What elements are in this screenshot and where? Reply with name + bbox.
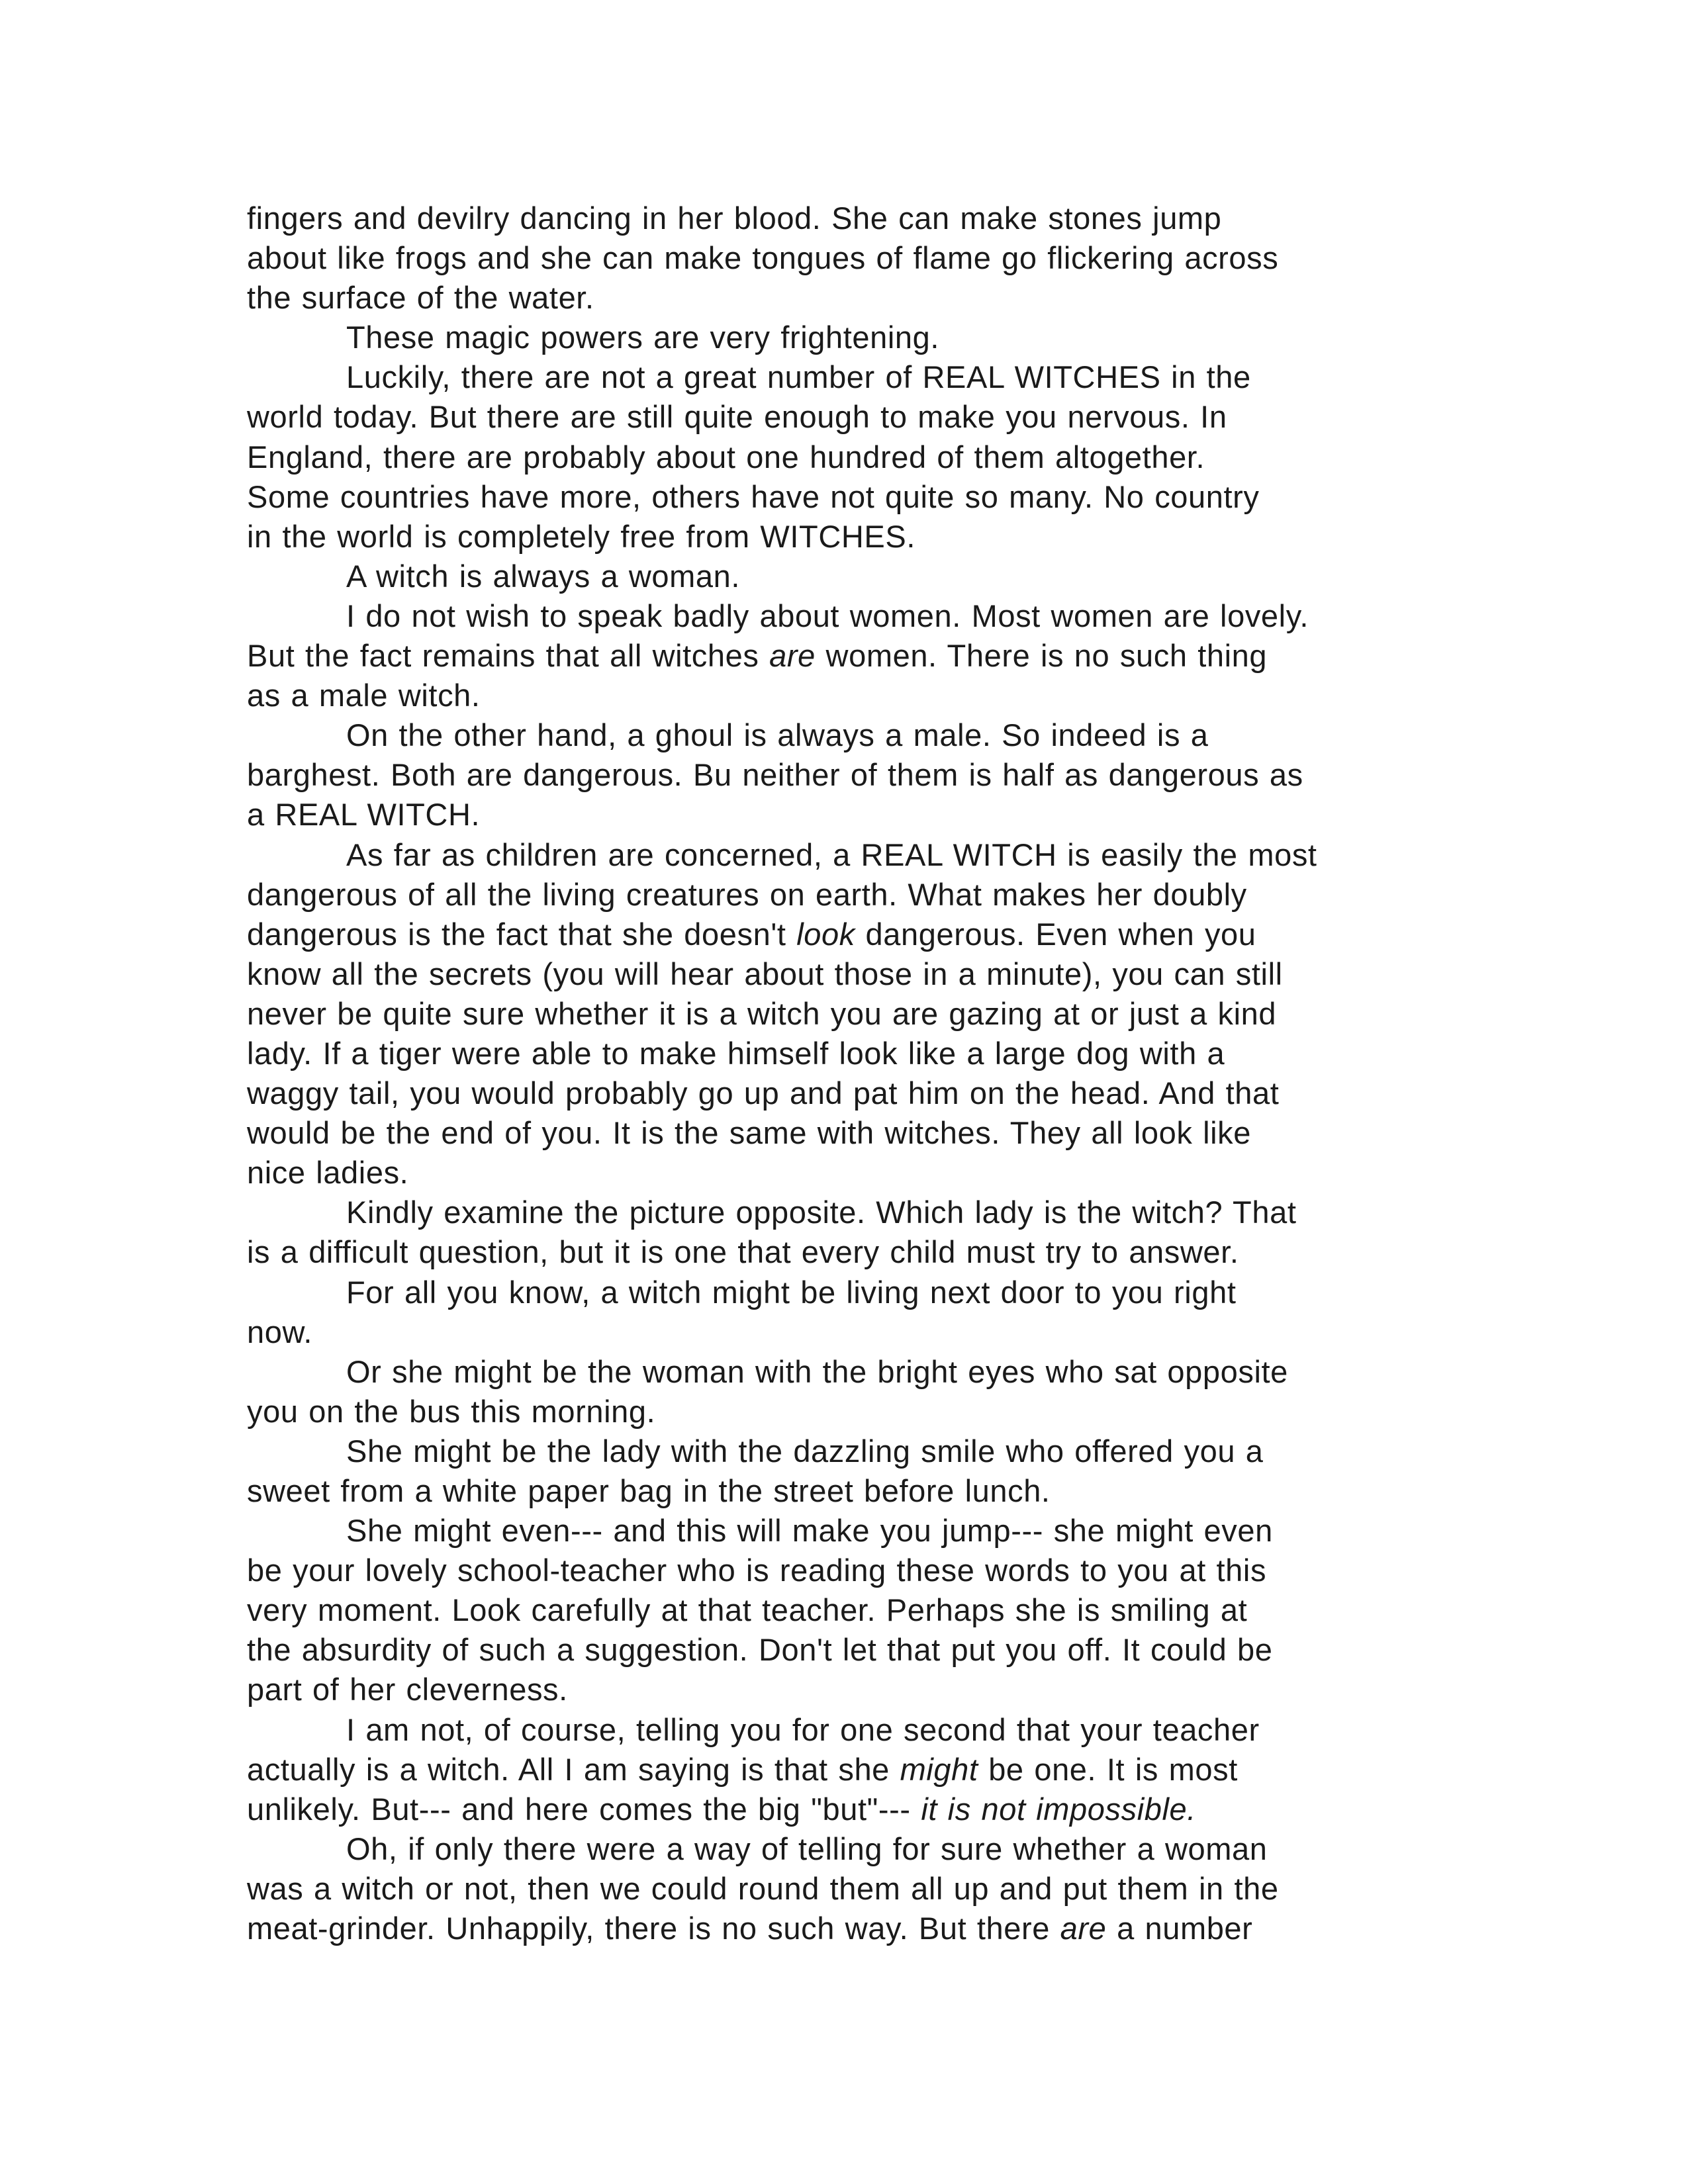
text-run: would be the end of you. It is the same with witches. They all look like (247, 1115, 1252, 1151)
text-run: Some countries have more, others have not quite so many. No country (247, 478, 1260, 514)
text-line (247, 1551, 1442, 1590)
text-line (247, 517, 1442, 557)
text-run: Or she might be the woman with the bright eyes who sat opposite (346, 1353, 1288, 1389)
text-line (247, 357, 1442, 397)
paragraph (247, 715, 1442, 835)
text-line (247, 954, 1442, 994)
text-line (247, 1710, 1442, 1750)
text-line (247, 994, 1442, 1034)
paragraph (247, 1710, 1442, 1829)
text-line (247, 238, 1442, 278)
paragraph (247, 557, 1442, 596)
text-run: very moment. Look carefully at that teacher. Perhaps she is smiling at (247, 1592, 1248, 1628)
text-line (247, 1193, 1442, 1232)
text-run: unlikely. But--- and here comes the big "but"--- (247, 1791, 921, 1827)
text-run: On the other hand, a ghoul is always a male. So indeed is a (346, 717, 1209, 753)
paragraph (247, 596, 1442, 715)
text-run: fingers and devilry dancing in her blood. She can make stones jump (247, 201, 1222, 236)
text-run: nice ladies. (247, 1155, 409, 1191)
text-run: dangerous. Even when you (855, 916, 1256, 952)
text-run: I am not, of course, telling you for one second that your teacher (346, 1711, 1260, 1747)
text-line (247, 676, 1442, 715)
text-run: A witch is always a woman. (346, 558, 741, 594)
text-run: be one. It is most (978, 1751, 1238, 1787)
text-line (247, 715, 1442, 755)
text-line (247, 835, 1442, 875)
paragraph (247, 357, 1442, 556)
text-line (247, 1153, 1442, 1193)
text-line (247, 199, 1442, 238)
italic-run: might (900, 1751, 978, 1787)
text-line (247, 875, 1442, 915)
text-line (247, 1392, 1442, 1432)
text-run: is a difficult question, but it is one that every child must try to answer. (247, 1234, 1239, 1270)
text-line (247, 1352, 1442, 1392)
text-run: dangerous is the fact that she doesn't (247, 916, 797, 952)
text-line (247, 437, 1442, 477)
text-run: a REAL WITCH. (247, 797, 481, 833)
text-line (247, 318, 1442, 357)
text-line (247, 278, 1442, 318)
text-line (247, 1034, 1442, 1073)
text-line (247, 1909, 1442, 1948)
text-run: world today. But there are still quite enough to make you nervous. In (247, 399, 1227, 435)
paragraph (247, 1193, 1442, 1272)
text-run: She might even--- and this will make you jump--- she might even (346, 1513, 1273, 1549)
text-run: a number (1106, 1911, 1253, 1946)
text-run: She might be the lady with the dazzling smile who offered you a (346, 1433, 1264, 1469)
paragraph (247, 1829, 1442, 1948)
text-run: women. There is no such thing (815, 638, 1268, 674)
text-line (247, 1312, 1442, 1352)
text-run: I do not wish to speak badly about women. Most women are lovely. (346, 598, 1309, 633)
text-run: know all the secrets (you will hear about those in a minute), you can still (247, 956, 1283, 991)
italic-run: look (796, 916, 855, 952)
text-line (247, 1590, 1442, 1630)
text-run: you on the bus this morning. (247, 1393, 656, 1429)
text-line (247, 636, 1442, 676)
text-line (247, 397, 1442, 437)
text-line (247, 1829, 1442, 1869)
text-run: never be quite sure whether it is a witch you are gazing at or just a kind (247, 995, 1277, 1031)
text-run: These magic powers are very frightening. (346, 320, 940, 355)
text-line (247, 1432, 1442, 1471)
text-line (247, 755, 1442, 795)
text-run: about like frogs and she can make tongues of flame go flickering across (247, 240, 1279, 276)
text-line (247, 1232, 1442, 1272)
text-line (247, 1113, 1442, 1153)
text-line (247, 1273, 1442, 1312)
text-run: sweet from a white paper bag in the street before lunch. (247, 1473, 1051, 1508)
text-line (247, 915, 1442, 954)
text-line (247, 1471, 1442, 1511)
text-line (247, 477, 1442, 517)
text-line (247, 795, 1442, 835)
text-line (247, 1750, 1442, 1790)
text-run: But the fact remains that all witches (247, 638, 770, 674)
paragraph (247, 1511, 1442, 1709)
book-page-text (247, 199, 1442, 1948)
text-run: the surface of the water. (247, 280, 594, 316)
text-run: as a male witch. (247, 678, 481, 713)
italic-run: are (769, 638, 816, 674)
text-line (247, 1073, 1442, 1113)
text-line (247, 596, 1442, 636)
text-run: For all you know, a witch might be living next door to you right (346, 1274, 1237, 1310)
text-line (247, 1670, 1442, 1709)
italic-run: it is not impossible. (921, 1791, 1196, 1827)
text-run: actually is a witch. All I am saying is that she (247, 1751, 900, 1787)
text-run: Luckily, there are not a great number of REAL WITCHES in the (346, 359, 1251, 395)
text-run: Oh, if only there were a way of telling for sure whether a woman (346, 1831, 1268, 1866)
text-run: lady. If a tiger were able to make himself look like a large dog with a (247, 1035, 1225, 1071)
text-run: dangerous of all the living creatures on earth. What makes her doubly (247, 876, 1247, 912)
text-run: barghest. Both are dangerous. Bu neither of them is half as dangerous as (247, 757, 1303, 793)
paragraph (247, 835, 1442, 1193)
text-run: Kindly examine the picture opposite. Which lady is the witch? That (346, 1195, 1297, 1230)
text-run: in the world is completely free from WITCHES. (247, 518, 915, 554)
text-run: be your lovely school-teacher who is reading these words to you at this (247, 1553, 1267, 1588)
text-run: the absurdity of such a suggestion. Don't let that put you off. It could be (247, 1632, 1273, 1668)
paragraph (247, 199, 1442, 318)
text-line (247, 557, 1442, 596)
paragraph (247, 1273, 1442, 1352)
text-line (247, 1790, 1442, 1829)
paragraph (247, 1432, 1442, 1511)
text-run: part of her cleverness. (247, 1672, 568, 1707)
text-run: England, there are probably about one hundred of them altogether. (247, 439, 1205, 475)
text-line (247, 1630, 1442, 1670)
text-run: meat-grinder. Unhappily, there is no such way. But there (247, 1911, 1060, 1946)
text-run: As far as children are concerned, a REAL WITCH is easily the most (346, 837, 1317, 872)
text-run: waggy tail, you would probably go up and pat him on the head. And that (247, 1075, 1280, 1111)
paragraph (247, 1352, 1442, 1432)
paragraph (247, 318, 1442, 357)
italic-run: are (1060, 1911, 1107, 1946)
text-run: was a witch or not, then we could round them all up and put them in the (247, 1870, 1279, 1906)
text-line (247, 1511, 1442, 1551)
text-line (247, 1869, 1442, 1909)
text-run: now. (247, 1314, 313, 1349)
